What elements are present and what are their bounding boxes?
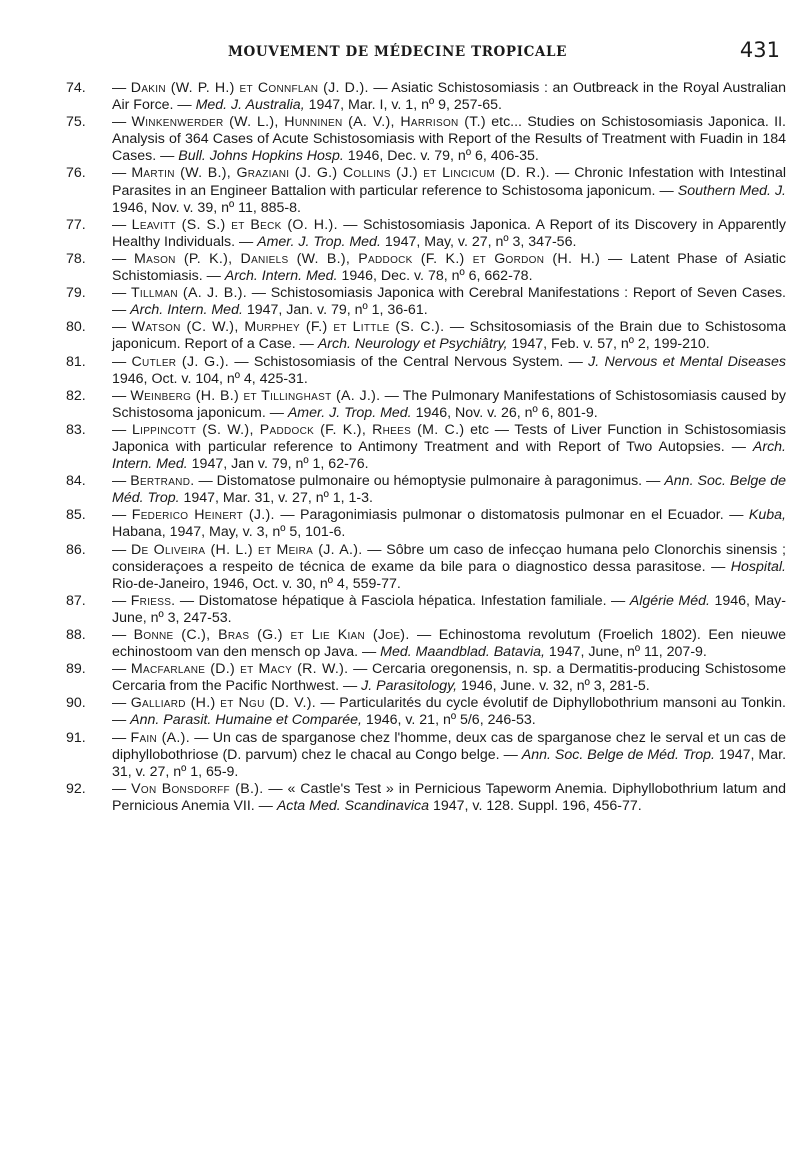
reference-number: 87. [66,592,86,609]
reference-number: 81. [66,353,86,370]
reference-journal: Amer. J. Trop. Med. [257,233,381,250]
reference-text: — Martin (W. B.), Graziani (J. G.) Collins (J.) et Lincicum (D. R.). — Chronic Infestation with Intestinal Parasites in an Engineer Battalion with particular reference to Schistosoma japonicum. — Southern Med. J. 1946, Nov. v. 39, nº 11, 885-8. [112,165,786,216]
reference-citation: 1946, Nov. v. 26, nº 6, 801-9. [411,404,598,421]
reference-text: — Dakin (W. P. H.) et Connflan (J. D.). — Asiatic Schistosomiasis : an Outbreack in the Royal Australian Air Force. — Med. J. Australia, 1947, Mar. I, v. 1, nº 9, 257-65. [112,80,786,114]
reference-citation: Rio-de-Janeiro, 1946, Oct. v. 30, nº 4, 559-77. [112,575,401,592]
reference-text: — Bonne (C.), Bras (G.) et Lie Kian (Joe). — Echinostoma revolutum (Froelich 1802). Een nieuwe echinostoom van den mensch op Java. — Med. Maandblad. Batavia, 1947, June, nº 11, 207-9. [112,627,786,661]
reference-entry [60,542,786,593]
reference-citation: 1946, Dec. v. 78, nº 6, 662-78. [337,268,533,285]
reference-citation: 1947, v. 128. Suppl. 196, 456-77. [429,797,642,814]
reference-title: — Cercaria oregonensis, n. sp. a Dermatitis-producing Schistosome Cercaria from the Pacific Northwest. — [112,661,786,695]
reference-text: — Galliard (H.) et Ngu (D. V.). — Particularités du cycle évolutif de Diphyllobothrium mansoni au Tonkin. — Ann. Parasit. Humaine et Comparée, 1946, v. 21, nº 5/6, 246-53. [112,695,786,729]
reference-authors: Cutler (J. G.). [131,353,230,370]
reference-title: — Distomatose pulmonaire ou hémoptysie pulmonaire à paragonimus. — [194,473,665,490]
reference-journal: Ann. Soc. Belge de Méd. Trop. [112,473,786,507]
reference-citation: 1947, Mar. I, v. 1, nº 9, 257-65. [304,97,502,114]
reference-authors: Leavitt (S. S.) et Beck (O. H.). [131,216,338,233]
reference-citation: 1947, Mar. 31, v. 27, nº 1, 1-3. [179,490,373,507]
reference-text: — Federico Heinert (J.). — Paragonimiasis pulmonar o distomatosis pulmonar en el Ecuador. — Kuba, Habana, 1947, May, v. 3, nº 5, 101-6. [112,507,786,541]
reference-title: — Un cas de sparganose chez l'homme, deux cas de sparganose chez le serval et un cas de diphyllobothriose (D. parvum) chez le chacal au Congo belge. — [112,729,786,763]
reference-text: — Watson (C. W.), Murphey (F.) et Little (S. C.). — Schsitosomiasis of the Brain due to Schistosoma japonicum. Report of a Case. — Arch. Neurology et Psychiâtry, 1947, Feb. v. 57, nº 2, 199-210. [112,319,787,353]
reference-entry [60,114,786,165]
reference-citation: 1946, Dec. v. 79, nº 6, 406-35. [343,148,539,165]
reference-journal: Kuba, [748,507,786,524]
reference-citation: Habana, 1947, May, v. 3, nº 5, 101-6. [112,524,346,541]
reference-number: 80. [66,319,86,336]
reference-number: 82. [66,387,86,404]
reference-number: 91. [66,729,86,746]
reference-text: — Von Bonsdorff (B.). — « Castle's Test » in Pernicious Tapeworm Anemia. Diphyllobothrium latum and Pernicious Anemia VII. — Acta Med. Scandinavica 1947, v. 128. Suppl. 196, 456-77. [112,780,786,814]
reference-authors: Martin (W. B.), Graziani (J. G.) Collins (J.) et Lincicum (D. R.). [131,165,550,182]
reference-title: — Asiatic Schistosomiasis : an Outbreack in the Royal Australian Air Force. — [112,80,786,114]
reference-journal: Southern Med. J. [677,182,786,199]
reference-text: — Macfarlane (D.) et Macy (R. W.). — Cercaria oregonensis, n. sp. a Dermatitis-producing Schistosome Cercaria from the Pacific Northwest. — J. Parasitology, 1946, June. v. 32, nº 3, 281-5. [112,661,786,695]
reference-entry [60,507,786,541]
reference-authors: Winkenwerder (W. L.), Hunninen (A. V.), Harrison (T.) [131,114,486,131]
reference-authors: Bonne (C.), Bras (G.) et Lie Kian (Joe). [133,627,410,643]
reference-journal: Ann. Soc. Belge de Méd. Trop. [521,746,715,763]
reference-title: — Distomatose hépatique à Fasciola hépatica. Infestation familiale. — [175,592,630,609]
reference-text: — Bertrand. — Distomatose pulmonaire ou hémoptysie pulmonaire à paragonimus. — Ann. Soc. Belge de Méd. Trop. 1947, Mar. 31, v. 27, nº 1, 1-3. [112,473,786,507]
reference-number: 78. [66,250,86,267]
reference-entry [60,251,786,285]
reference-entry [60,388,786,422]
reference-citation: 1946, Nov. v. 39, nº 11, 885-8. [112,199,301,216]
reference-entry [60,781,786,815]
page-header [60,38,780,72]
reference-entry [60,661,786,695]
reference-journal: J. Parasitology, [361,678,458,695]
reference-citation: 1947, May, v. 27, nº 3, 347-56. [380,233,577,250]
reference-journal: Arch. Intern. Med. [224,268,338,285]
reference-journal: Hospital. [730,558,786,575]
reference-journal: Med. J. Australia, [195,97,305,114]
reference-number: 75. [66,114,86,131]
reference-title: etc — Tests of Liver Function in Schistosomiasis Japonica with particular reference to Antimony Treatment and with Report of Two Autopsies. — [112,421,786,455]
reference-journal: Arch. Intern. Med. [112,438,786,473]
reference-journal: Med. Maandblad. Batavia, [380,644,545,661]
reference-entry [60,285,786,319]
reference-entry [60,80,786,114]
reference-citation: 1947, June, nº 11, 207-9. [544,644,707,661]
reference-authors: Bertrand. [130,473,195,490]
reference-citation: 1946, May-June, nº 3, 247-53. [112,592,787,626]
reference-title: — Schistosomiasis of the Central Nervous System. — [229,353,589,370]
reference-text: — De Oliveira (H. L.) et Meira (J. A.). — Sôbre um caso de infecçao humana pelo Clonorchis sinensis ; consideraçoes a respeito de técnica de exame da bile para o diagnostico dessa parasitose. — Hospital. Rio-de-Janeiro, 1946, Oct. v. 30, nº 4, 559-77. [112,541,786,592]
reference-number: 76. [66,165,86,182]
reference-title: — Schsitosomiasis of the Brain due to Schistosoma japonicum. Report of a Case. — [112,319,787,353]
reference-journal: Acta Med. Scandinavica [276,797,430,814]
reference-journal: Arch. Neurology et Psychiâtry, [317,336,508,353]
reference-title: — Latent Phase of Asiatic Schistomiasis. — [112,250,787,285]
reference-title: — Paragonimiasis pulmonar o distomatosis pulmonar en el Ecuador. — [274,507,749,524]
reference-list [60,80,786,815]
reference-journal: Algérie Méd. [629,592,710,609]
reference-authors: Macfarlane (D.) et Macy (R. W.). [130,661,349,678]
reference-entry [60,473,786,507]
reference-number: 83. [66,421,86,438]
reference-title: etc... Studies on Schistosomiasis Japonica. II. Analysis of 364 Cases of Acute Schistosomiasis with Report of the Results of Treatment with Fuadin in 184 Cases. — [112,114,787,165]
reference-authors: Dakin (W. P. H.) et Connflan (J. D.). [130,80,369,96]
reference-journal: Arch. Intern. Med. [130,302,243,319]
reference-title: — Particularités du cycle évolutif de Diphyllobothrium mansoni au Tonkin. — [112,695,786,729]
reference-citation: 1946, v. 21, nº 5/6, 246-53. [361,712,536,729]
reference-authors: Galliard (H.) et Ngu (D. V.). [130,695,317,712]
reference-text: — Winkenwerder (W. L.), Hunninen (A. V.), Harrison (T.) etc... Studies on Schistosomiasis Japonica. II. Analysis of 364 Cases of Acute Schistosomiasis with Report of the Results of Treatment with Fuadin in 184 Cases. — Bull. Johns Hopkins Hosp. 1946, Dec. v. 79, nº 6, 406-35. [112,114,787,165]
reference-entry [60,730,786,781]
reference-number: 79. [66,285,86,302]
reference-number: 84. [66,473,86,490]
reference-text: — Friess. — Distomatose hépatique à Fasciola hépatica. Infestation familiale. — Algérie Méd. 1946, May-June, nº 3, 247-53. [112,592,787,626]
reference-entry [60,165,786,216]
reference-text: — Mason (P. K.), Daniels (W. B.), Paddock (F. K.) et Gordon (H. H.) — Latent Phase of Asiatic Schistomiasis. — Arch. Intern. Med. 1946, Dec. v. 78, nº 6, 662-78. [112,250,787,285]
reference-text: — Leavitt (S. S.) et Beck (O. H.). — Schistosomiasis Japonica. A Report of its Discovery in Apparently Healthy Individuals. — Amer. J. Trop. Med. 1947, May, v. 27, nº 3, 347-56. [112,216,786,250]
reference-authors: Von Bonsdorff (B.). [131,780,264,797]
reference-text: — Tillman (A. J. B.). — Schistosomiasis Japonica with Cerebral Manifestations : Report of Seven Cases. — Arch. Intern. Med. 1947, Jan. v. 79, nº 1, 36-61. [112,285,786,319]
reference-authors: Friess. [130,592,176,609]
reference-title: — The Pulmonary Manifestations of Schistosomiasis caused by Schistosoma japonicum. — [112,387,786,421]
reference-number: 86. [66,541,86,558]
reference-authors: Federico Heinert (J.). [131,507,275,524]
reference-authors: Lippincott (S. W.), Paddock (F. K.), Rhees (M. C.) [131,421,465,438]
reference-journal: Bull. Johns Hopkins Hosp. [178,148,344,165]
reference-text: — Lippincott (S. W.), Paddock (F. K.), Rhees (M. C.) etc — Tests of Liver Function in Schistosomiasis Japonica with particular reference to Antimony Treatment and with Report of Two Autopsies. — Arch. Intern. Med. 1947, Jan v. 79, nº 1, 62-76. [112,421,786,473]
reference-number: 85. [66,507,86,524]
reference-entry [60,422,786,473]
reference-entry [60,593,786,627]
page-number: 431 [739,38,780,62]
reference-number: 89. [66,661,86,678]
reference-citation: 1947, Jan. v. 79, nº 1, 36-61. [242,302,428,319]
reference-entry [60,354,786,388]
reference-citation: 1947, Jan v. 79, nº 1, 62-76. [187,456,369,473]
reference-number: 77. [66,216,86,233]
reference-title: — Echinostoma revolutum (Froelich 1802). Een nieuwe echinostoom van den mensch op Java. — [112,627,786,661]
reference-entry [60,627,786,661]
reference-title: — « Castle's Test » in Pernicious Tapeworm Anemia. Diphyllobothrium latum and Pernicious Anemia VII. — [112,780,786,814]
reference-citation: 1947, Feb. v. 57, nº 2, 199-210. [507,336,710,353]
reference-authors: Weinberg (H. B.) et Tillinghast (A. J.). [130,387,381,404]
reference-journal: Amer. J. Trop. Med. [287,404,412,421]
reference-text: — Weinberg (H. B.) et Tillinghast (A. J.). — The Pulmonary Manifestations of Schistosomiasis caused by Schistosoma japonicum. — Amer. J. Trop. Med. 1946, Nov. v. 26, nº 6, 801-9. [112,387,786,421]
reference-authors: Watson (C. W.), Murphey (F.) et Little (S. C.). [131,319,445,336]
reference-number: 88. [66,627,86,643]
reference-number: 92. [66,780,86,797]
reference-entry [60,217,786,251]
running-title: MOUVEMENT DE MÉDECINE TROPICALE [228,44,567,60]
reference-authors: De Oliveira (H. L.) et Meira (J. A.). [131,541,363,558]
reference-journal: J. Nervous et Mental Diseases [588,353,786,370]
reference-title: — Sôbre um caso de infecçao humana pelo Clonorchis sinensis ; consideraçoes a respeito de técnica de exame da bile para o diagnostico dessa parasitose. — [112,541,786,575]
reference-citation: 1946, Oct. v. 104, nº 4, 425-31. [112,370,308,387]
reference-number: 90. [66,695,86,712]
reference-citation: 1947, Mar. 31, v. 27, nº 1, 65-9. [112,746,787,780]
reference-title: — Schistosomiasis Japonica with Cerebral Manifestations : Report of Seven Cases. — [112,285,786,319]
reference-authors: Tillman (A. J. B.). [130,285,247,302]
reference-text: — Cutler (J. G.). — Schistosomiasis of the Central Nervous System. — J. Nervous et Mental Diseases 1946, Oct. v. 104, nº 4, 425-31. [112,353,786,387]
reference-citation: 1946, June. v. 32, nº 3, 281-5. [457,678,650,695]
reference-title: — Chronic Infestation with Intestinal Parasites in an Engineer Battalion with particular reference to Schistosoma japonicum. — [112,165,786,199]
reference-title: — Schistosomiasis Japonica. A Report of its Discovery in Apparently Healthy Individuals. — [112,216,786,250]
reference-journal: Ann. Parasit. Humaine et Comparée, [130,712,362,729]
reference-number: 74. [66,80,86,96]
reference-text: — Fain (A.). — Un cas de sparganose chez l'homme, deux cas de sparganose chez le serval et un cas de diphyllobothriose (D. parvum) chez le chacal au Congo belge. — Ann. Soc. Belge de Méd. Trop. 1947, Mar. 31, v. 27, nº 1, 65-9. [112,729,787,780]
reference-authors: Fain (A.). [130,729,190,746]
reference-entry [60,319,786,353]
reference-entry [60,695,786,729]
reference-authors: Mason (P. K.), Daniels (W. B.), Paddock (F. K.) et Gordon (H. H.) [134,250,601,267]
